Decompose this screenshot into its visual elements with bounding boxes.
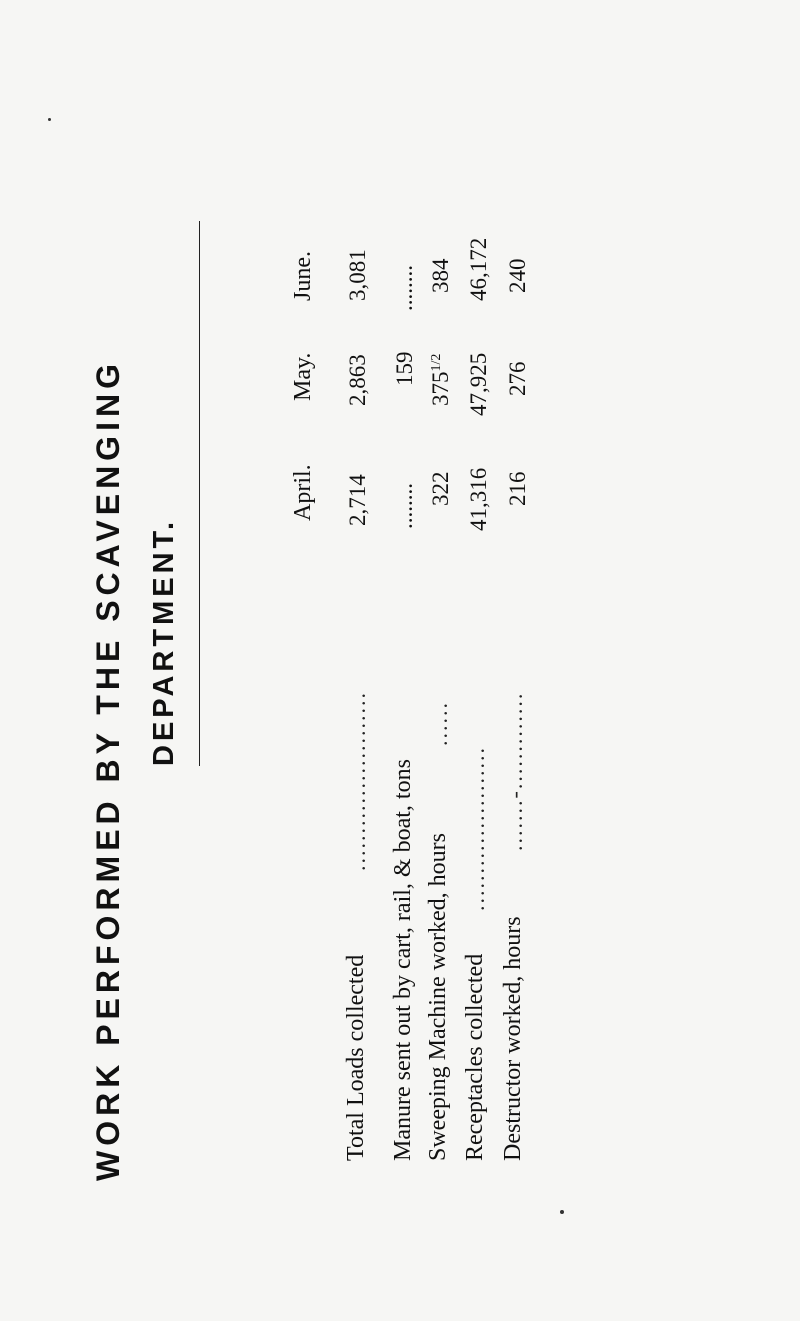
cell-destructor-may: 276 — [505, 361, 530, 396]
cell-total-loads-may: 2,863 — [345, 354, 370, 406]
cell-manure-april: ........ — [392, 483, 417, 529]
row-leader-sweeping: ...... — [427, 701, 452, 746]
row-label-manure: Manure sent out by cart, rail, & boat, tons — [390, 759, 416, 1161]
cell-sweeping-june: 384 — [428, 258, 453, 293]
cell-manure-may: 159 — [392, 351, 417, 386]
row-leader-total-loads: ........................ — [345, 691, 370, 871]
cell-receptacles-may: 47,925 — [466, 352, 491, 416]
cell-total-loads-april: 2,714 — [345, 474, 370, 526]
cell-sweeping-may — [428, 354, 454, 406]
column-header-april: April. — [290, 464, 316, 521]
cell-destructor-june: 240 — [505, 258, 530, 293]
column-header-may: May. — [290, 352, 316, 401]
row-label-receptacles: Receptacles collected — [462, 953, 488, 1161]
row-leader-destructor: .......-............. — [502, 691, 527, 851]
document-title: WORK PERFORMED BY THE SCAVENGING — [90, 359, 126, 1181]
cell-receptacles-june: 46,172 — [466, 237, 491, 301]
cell-sweeping-may-fraction: 1/2 — [429, 353, 444, 372]
row-label-total-loads: Total Loads collected — [343, 954, 369, 1161]
cell-destructor-april: 216 — [505, 471, 530, 506]
cell-total-loads-june: 3,081 — [345, 249, 370, 301]
document-subtitle: DEPARTMENT. — [148, 517, 180, 766]
cell-sweeping-may-whole: 375 — [428, 371, 453, 406]
row-label-sweeping: Sweeping Machine worked, hours — [425, 833, 451, 1161]
cell-manure-june: ........ — [392, 265, 417, 311]
title-underline — [199, 221, 200, 766]
stray-ink-mark — [48, 118, 51, 121]
row-leader-receptacles: ...................... — [464, 746, 489, 911]
stray-ink-mark — [560, 1210, 564, 1214]
row-label-destructor: Destructor worked, hours — [500, 916, 526, 1161]
column-header-june: June. — [290, 251, 316, 301]
cell-sweeping-april: 322 — [428, 471, 453, 506]
cell-receptacles-april: 41,316 — [466, 467, 491, 531]
